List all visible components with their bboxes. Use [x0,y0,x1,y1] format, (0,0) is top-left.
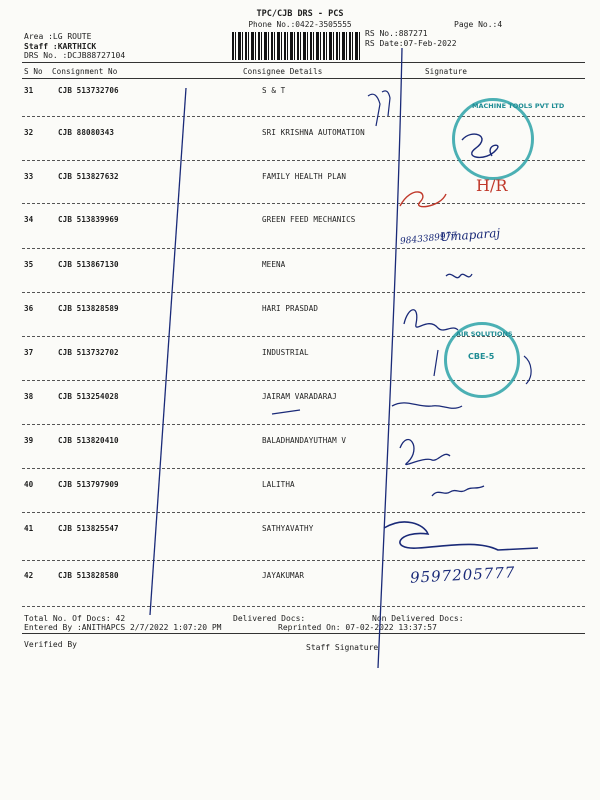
total-docs: Total No. Of Docs: 42 [24,614,126,623]
scribble-31a [368,94,380,126]
company-stamp-text: MACHINE TOOLS PVT LTD [472,102,565,110]
row-consignment: CJB 513825547 [58,524,119,533]
row-consignment: CJB 88080343 [58,128,115,137]
signature-39 [400,440,450,465]
row-consignee: INDUSTRIAL [262,348,309,357]
row-sno: 33 [24,172,34,181]
dash-38 [272,410,300,414]
handwritten-hr: H/R [476,176,508,195]
row-consignee: BALADHANDAYUTHAM V [262,436,347,445]
row-sno: 40 [24,480,34,489]
row-sno: 35 [24,260,34,269]
document-title: TPC/CJB DRS - PCS [256,9,344,19]
row-consignment: CJB 513828589 [58,304,119,313]
row-consignment: CJB 513254028 [58,392,119,401]
signature-41 [384,522,538,550]
phone-number: Phone No.:0422-3505555 [248,20,352,29]
solutions-stamp-code: CBE-5 [468,352,495,361]
row-sno: 38 [24,392,34,401]
pen-line-right [378,48,402,668]
row-consignment: CJB 513839969 [58,215,119,224]
row-consignee: S & T [262,86,286,95]
row-consignee: SRI KRISHNA AUTOMATION [262,128,365,137]
row-sno: 42 [24,571,34,580]
row-consignee: FAMILY HEALTH PLAN [262,172,347,181]
non-delivered-docs: Non Delivered Docs: [372,614,464,623]
row-consignment: CJB 513797909 [58,480,119,489]
row-consignee: GREEN FEED MECHANICS [262,215,356,224]
row-consignment: CJB 513820410 [58,436,119,445]
reprinted-on: Reprinted On: 07-02-2022 13:37:57 [278,623,437,632]
row-consignee: JAYAKUMAR [262,571,305,580]
solutions-stamp-text: AIR SOLUTIONS [456,330,513,338]
scribble-31b [382,91,390,116]
col-consignee: Consignee Details [243,67,323,76]
delivered-docs: Delivered Docs: [233,614,306,623]
handwritten-number-42: 9597205777 [409,563,516,587]
verified-by: Verified By [24,640,77,649]
row-consignee: MEENA [262,260,286,269]
col-consignment: Consignment No [52,67,118,76]
row-sno: 34 [24,215,34,224]
entered-by: Entered By :ANITHAPCS 2/7/2022 1:07:20 PM [24,623,222,632]
page-number: Page No.:4 [454,20,503,29]
drs-number: DRS No. :DCJB88727104 [24,51,126,60]
row-sno: 31 [24,86,34,95]
row-sno: 32 [24,128,34,137]
company-stamp [452,98,534,180]
area-label: Area :LG ROUTE [24,32,92,41]
signature-33 [400,192,446,207]
row-sno: 39 [24,436,34,445]
row-consignee: HARI PRASDAD [262,304,319,313]
pen-line-left [150,88,186,615]
row-consignment: CJB 513828580 [58,571,119,580]
rs-number: RS No.:887271 [365,29,428,38]
row-consignment: CJB 513732706 [58,86,119,95]
row-sno: 41 [24,524,34,533]
row-consignment: CJB 513827632 [58,172,119,181]
row-consignee: SATHYAVATHY [262,524,314,533]
handwritten-name: Umaparaj [439,225,501,245]
row-sno: 37 [24,348,34,357]
signature-40 [432,486,484,496]
col-signature: Signature [425,67,468,76]
rs-date: RS Date:07-Feb-2022 [365,39,457,48]
signature-38 [392,403,462,408]
staff-signature-label: Staff Signature [306,643,379,652]
row-sno: 36 [24,304,34,313]
handwritten-phone: 9843389977 [399,231,458,247]
row-consignee: JAIRAM VARADARAJ [262,392,337,401]
row-consignment: CJB 513732702 [58,348,119,357]
row-consignment: CJB 513867130 [58,260,119,269]
col-sno: S No [24,67,43,76]
staff-label: Staff :KARTHICK [24,42,97,51]
row-consignee: LALITHA [262,480,295,489]
signature-36 [404,310,458,330]
signature-35 [446,274,472,278]
